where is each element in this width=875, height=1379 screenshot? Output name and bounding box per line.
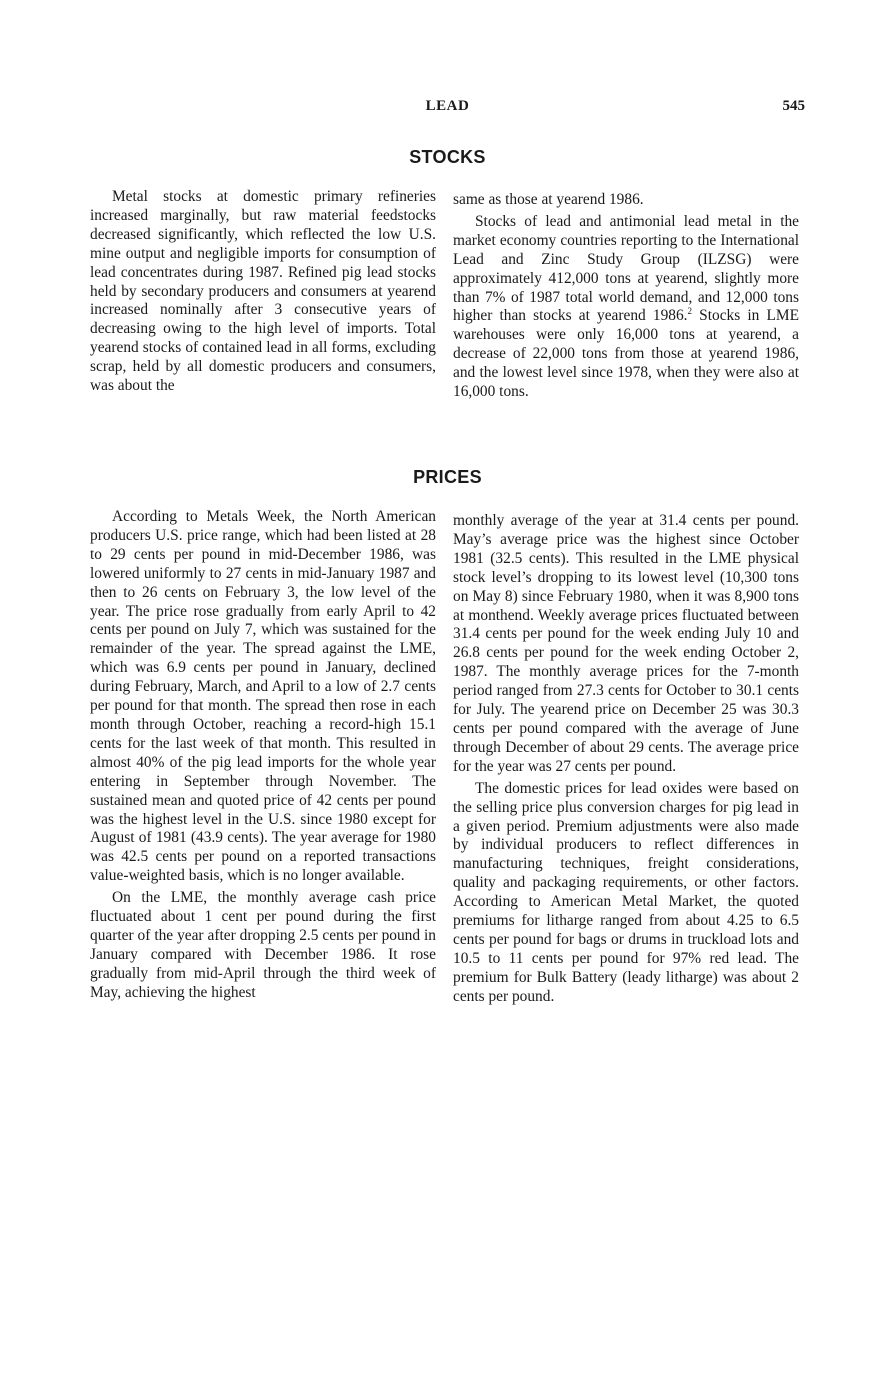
stocks-paragraph-1: Metal stocks at domestic primary refineries increased marginally, but raw material feedstocks decreased significantly, which reflected the low U.S. mine output and negligible imports for consumption of lead concentrates during 1987. Refined pig lead stocks held by secondary producers and consumers at yearend increased nominally after 3 consecutive years of decreasing owing to the high level of imports. Total yearend stocks of contained lead in all forms, excluding scrap, held by all domestic producers and consumers, was about the xyxy=(90,188,436,395)
prices-paragraph-2: On the LME, the monthly average cash price fluctuated about 1 cent per pound during the first quarter of the year after dropping 2.5 cents per pound in January compared with December 1986. It rose gradually from mid-April through the third week of May, achieving the highest xyxy=(90,889,436,1001)
running-head: LEAD xyxy=(425,98,470,114)
page-header xyxy=(90,96,805,120)
footnote-marker: 2 xyxy=(687,306,693,317)
stocks-heading: STOCKS xyxy=(409,147,486,167)
stocks-paragraph-2 xyxy=(453,213,799,402)
prices-heading: PRICES xyxy=(413,467,482,487)
stocks-paragraph-2-text-a: Stocks of lead and antimonial lead metal in the market economy countries reporting to the International Lead and Zinc Study Group (ILZSG) were approximately 412,000 tons at yearend, slightly more than 7% of 1987 total world demand, and 12,000 tons higher than stocks at yearend 1986. xyxy=(453,212,799,325)
prices-left-column xyxy=(90,508,436,1003)
stocks-left-column xyxy=(90,188,436,396)
stocks-right-column xyxy=(453,191,799,402)
page-number: 545 xyxy=(782,98,805,114)
prices-paragraph-2-continued: monthly average of the year at 31.4 cents per pound. May’s average price was the highest since October 1981 (32.5 cents). This resulted in the LME physical stock level’s dropping to its lowest level (10,300 tons on May 8) since February 1980, when it was 8,900 tons at monthend. Weekly average prices fluctuated between 31.4 cents per pound for the week ending July 10 and 26.8 cents per pound for the week ending October 2, 1987. The monthly average prices for the 7-month period ranged from 27.3 cents for October to 30.1 cents for July. The yearend price on December 25 was 30.3 cents per pound compared with the average of June through December of about 29 cents. The average price for the year was 27 cents per pound. xyxy=(453,512,799,775)
prices-paragraph-1: According to Metals Week, the North American producers U.S. price range, which had been listed at 28 to 29 cents per pound in mid-December 1986, was lowered uniformly to 27 cents in mid-January 1987 and then to 26 cents on February 3, the low level of the year. The price rose gradually from early April to 42 cents per pound on July 7, which was sustained for the remainder of the year. The spread against the LME, which was 6.9 cents per pound in January, declined during February, March, and April to a low of 2.7 cents per pound for that month. The spread then rose in each month through October, reaching a record-high 15.1 cents for the last week of that month. This resulted in almost 40% of the pig lead imports for the whole year entering in September through November. The sustained mean and quoted price of 42 cents per pound was the highest level in the U.S. since 1980 except for August of 1981 (43.9 cents). The year average for 1980 was 42.5 cents per pound on a reported transactions value-weighted basis, which is no longer available. xyxy=(90,508,436,885)
stocks-paragraph-1-continued: same as those at yearend 1986. xyxy=(453,191,644,208)
prices-paragraph-3: The domestic prices for lead oxides were based on the selling price plus conversion charges for pig lead in a given period. Premium adjustments were also made by individual producers to reflect differences in manufacturing techniques, freight considerations, quality and packaging requirements, or other factors. According to American Metal Market, the quoted premiums for litharge ranged from about 4.25 to 6.5 cents per pound for bags or drums in truckload lots and 10.5 to 11 cents per pound for 97% red lead. The premium for Bulk Battery (leady litharge) was about 2 cents per pound. xyxy=(453,779,799,1005)
prices-right-column xyxy=(453,512,799,1007)
stocks-paragraph-2-text-b: Stocks in LME warehouses were only 16,000 tons at yearend, a decrease of 22,000 tons from those at yearend 1986, and the lowest level since 1978, when they were also at 16,000 tons. xyxy=(453,307,799,401)
